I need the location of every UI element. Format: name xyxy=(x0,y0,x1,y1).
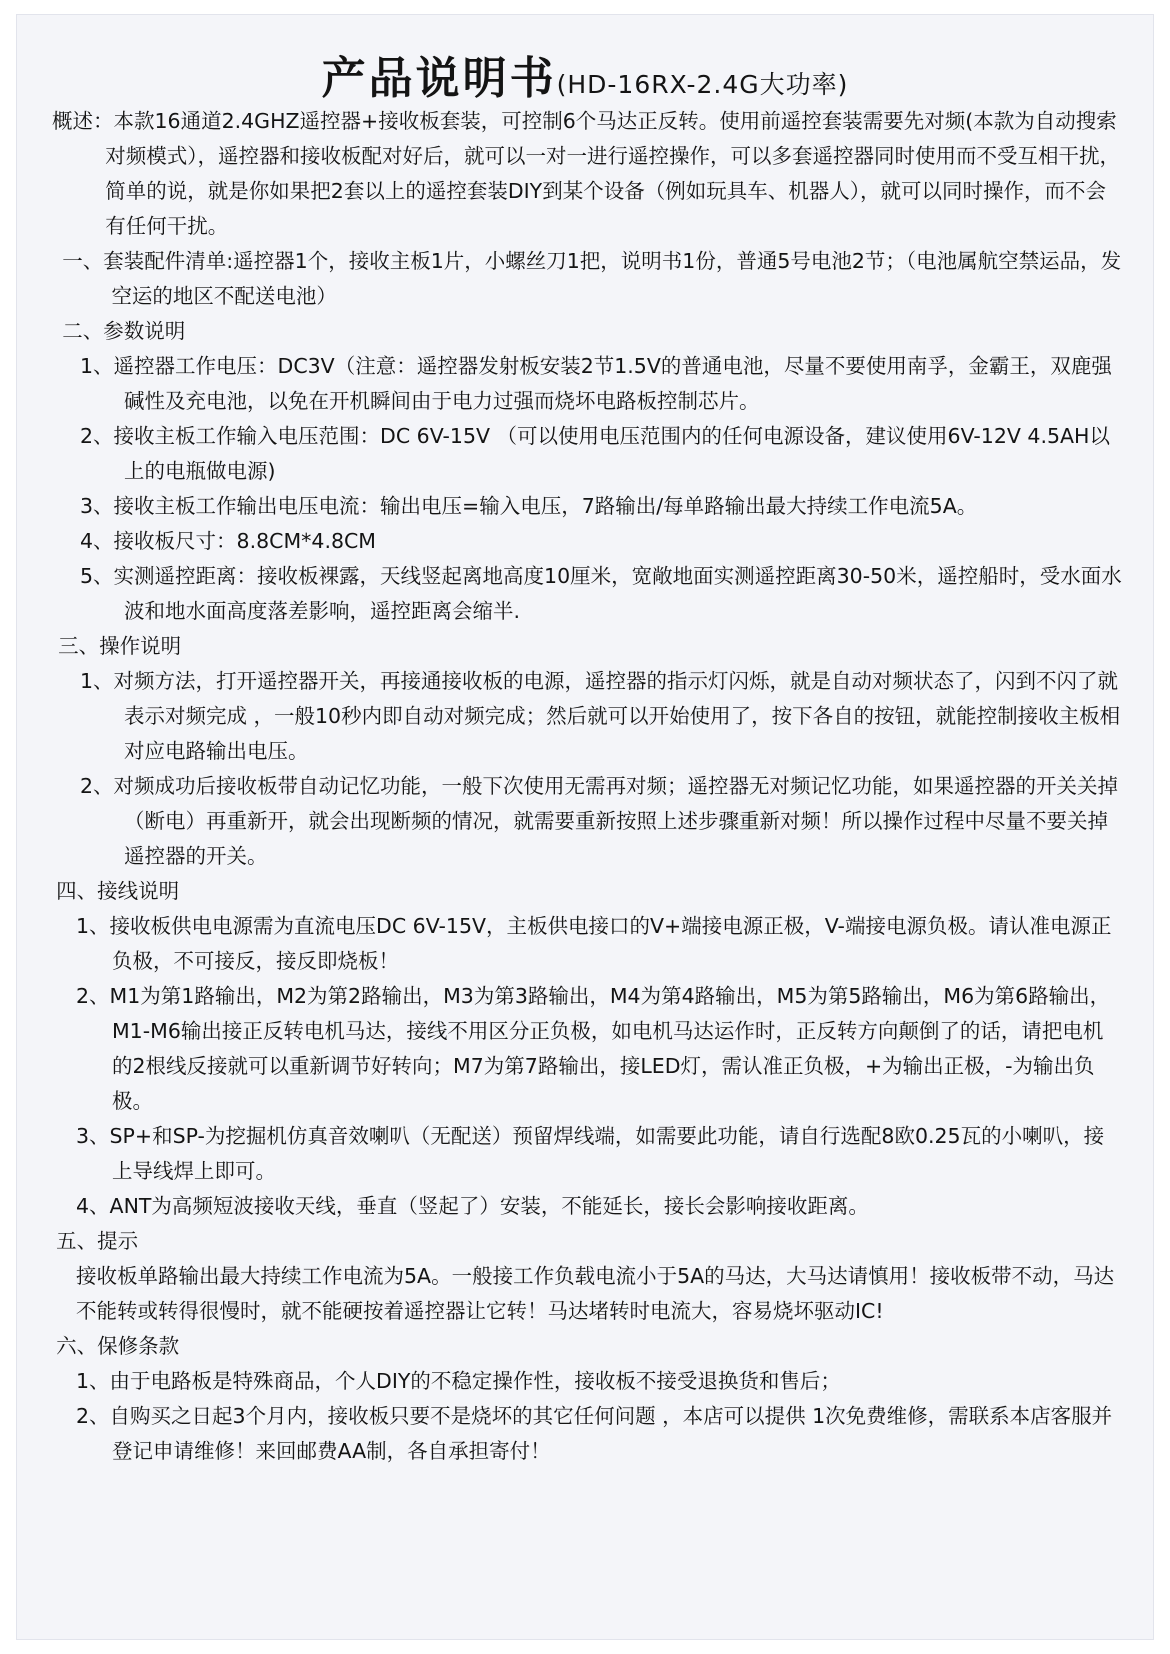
document-body xyxy=(52,104,1122,1469)
warranty-item-1: 1、由于电路板是特殊商品，个人DIY的不稳定操作性，接收板不接受退换货和售后； xyxy=(76,1369,841,1393)
wiring-item-4: 4、ANT为高频短波接收天线，垂直（竖起了）安装，不能延长，接长会影响接收距离。 xyxy=(76,1194,869,1218)
section-heading-tips: 五、提示 xyxy=(56,1229,139,1253)
title-main: 产品说明书 xyxy=(321,53,557,104)
param-item-2: 2、接收主板工作输入电压范围：DC 6V-15V （可以使用电压范围内的任何电源设备，建议使用6V-12V 4.5AH以上的电瓶做电源) xyxy=(80,424,1110,483)
param-item-4: 4、接收板尺寸：8.8CM*4.8CM xyxy=(80,529,376,553)
operation-item-1: 1、对频方法，打开遥控器开关，再接通接收板的电源，遥控器的指示灯闪烁，就是自动对频状态了，闪到不闪了就表示对频完成 ，一般10秒内即自动对频完成；然后就可以开始使用了，按下各自的按钮，就能控制接收主板相对应电路输出电压。 xyxy=(80,669,1121,763)
wiring-item-2: 2、M1为第1路输出，M2为第2路输出，M3为第3路输出，M4为第4路输出，M5为第5路输出，M6为第6路输出，M1-M6输出接正反转电机马达，接线不用区分正负极，如电机马达运作时，正反转方向颠倒了的话，请把电机的2根线反接就可以重新调节好转向；M7为第7路输出，接LED灯，需认准正负极，+为输出正极，-为输出负极。 xyxy=(76,984,1111,1113)
section-heading-wiring: 四、接线说明 xyxy=(56,879,180,903)
tips-paragraph: 接收板单路输出最大持续工作电流为5A。一般接工作负载电流小于5A的马达，大马达请慎用！接收板带不动，马达不能转或转得很慢时，就不能硬按着遥控器让它转！马达堵转时电流大，容易烧坏驱动IC! xyxy=(76,1264,1115,1323)
overview-paragraph: 概述：本款16通道2.4GHZ遥控器+接收板套装，可控制6个马达正反转。使用前遥控套装需要先对频(本款为自动搜索对频模式），遥控器和接收板配对好后，就可以一对一进行遥控操作，可以多套遥控器同时使用而不受互相干扰，简单的说，就是你如果把2套以上的遥控套装DIY到某个设备（例如玩具车、机器人），就可以同时操作，而不会有任何干扰。 xyxy=(52,109,1121,238)
param-item-3: 3、接收主板工作输出电压电流：输出电压=输入电压，7路输出/每单路输出最大持续工作电流5A。 xyxy=(80,494,978,518)
document-title xyxy=(0,42,1170,106)
warranty-item-2: 2、自购买之日起3个月内，接收板只要不是烧坏的其它任何问题 ，本店可以提供 1次免费维修，需联系本店客服并登记申请维修！来回邮费AA制，各自承担寄付！ xyxy=(76,1404,1113,1463)
section-heading-warranty: 六、保修条款 xyxy=(56,1334,180,1358)
operation-item-2: 2、对频成功后接收板带自动记忆功能，一般下次使用无需再对频；遥控器无对频记忆功能，如果遥控器的开关关掉（断电）再重新开，就会出现断频的情况，就需要重新按照上述步骤重新对频！所以操作过程中尽量不要关掉遥控器的开关。 xyxy=(80,774,1119,868)
section-heading-operation: 三、操作说明 xyxy=(58,634,182,658)
wiring-item-1: 1、接收板供电电源需为直流电压DC 6V-15V，主板供电接口的V+端接电源正极，V-端接电源负极。请认准电源正负极，不可接反，接反即烧板！ xyxy=(76,914,1112,973)
param-item-1: 1、遥控器工作电压：DC3V（注意：遥控器发射板安装2节1.5V的普通电池，尽量不要使用南孚，金霸王，双鹿强碱性及充电池，以免在开机瞬间由于电力过强而烧坏电路板控制芯片。 xyxy=(80,354,1112,413)
section-heading-parameters: 二、参数说明 xyxy=(62,319,186,343)
title-model: (HD-16RX-2.4G大功率) xyxy=(556,70,849,99)
section-heading-accessories: 一、套装配件清单:遥控器1个，接收主板1片，小螺丝刀1把，说明书1份，普通5号电池2节；（电池属航空禁运品，发空运的地区不配送电池） xyxy=(62,249,1122,308)
param-item-5: 5、实测遥控距离：接收板裸露，天线竖起离地高度10厘米，宽敞地面实测遥控距离30-50米，遥控船时，受水面水波和地水面高度落差影响，遥控距离会缩半. xyxy=(80,564,1122,623)
wiring-item-3: 3、SP+和SP-为挖掘机仿真音效喇叭（无配送）预留焊线端，如需要此功能，请自行选配8欧0.25瓦的小喇叭，接上导线焊上即可。 xyxy=(76,1124,1105,1183)
